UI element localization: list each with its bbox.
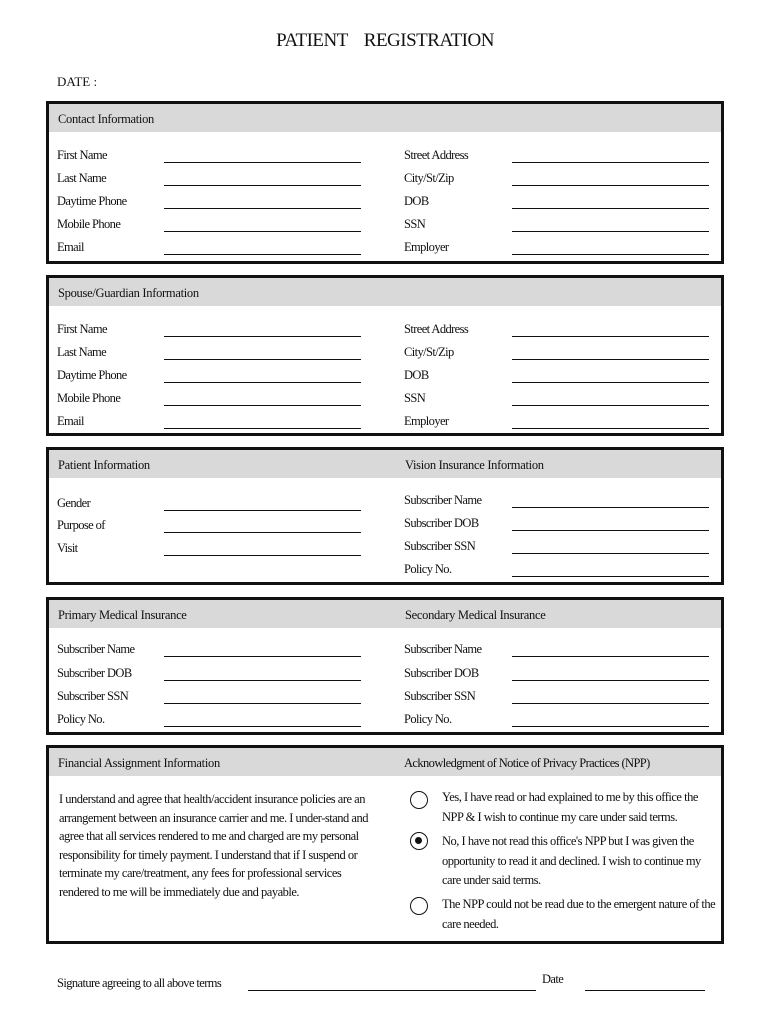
field-label: Subscriber SSN: [57, 689, 129, 703]
field-label: Subscriber DOB: [404, 666, 479, 680]
field-input-line[interactable]: [164, 555, 361, 556]
section-title-left: Financial Assignment Information: [58, 756, 220, 770]
section-title-right: Acknowledgment of Notice of Privacy Practices (NPP): [404, 756, 650, 770]
section-title: Contact Information: [58, 112, 155, 126]
field-input-line[interactable]: [164, 208, 361, 209]
npp-option-radio[interactable]: [410, 791, 428, 809]
field-label: SSN: [404, 391, 426, 405]
field-input-line[interactable]: [512, 656, 709, 657]
field-input-line[interactable]: [164, 405, 361, 406]
field-input-line[interactable]: [164, 726, 361, 727]
section-header: [49, 748, 721, 776]
field-label: Subscriber DOB: [57, 666, 132, 680]
field-label: DOB: [404, 194, 429, 208]
field-label: Mobile Phone: [57, 217, 121, 231]
field-input-line[interactable]: [512, 382, 709, 383]
field-label: Mobile Phone: [57, 391, 121, 405]
contact-information-section: [46, 101, 724, 264]
field-input-line[interactable]: [512, 336, 709, 337]
medical-insurance-section: [46, 597, 724, 735]
field-input-line[interactable]: [164, 336, 361, 337]
field-label: Employer: [404, 414, 449, 428]
field-label: Subscriber SSN: [404, 689, 476, 703]
npp-option-text: Yes, I have read or had explained to me by this office the NPP & I wish to continue my care under said terms.: [442, 790, 698, 824]
field-input-line[interactable]: [164, 254, 361, 255]
field-label: First Name: [57, 322, 107, 336]
field-input-line[interactable]: [512, 507, 709, 508]
field-input-line[interactable]: [512, 208, 709, 209]
field-input-line[interactable]: [164, 510, 361, 511]
patient-vision-section: [46, 447, 724, 585]
page-title: PATIENT REGISTRATION: [276, 30, 494, 51]
field-input-line[interactable]: [512, 553, 709, 554]
field-input-line[interactable]: [512, 359, 709, 360]
field-input-line[interactable]: [164, 428, 361, 429]
field-label: Subscriber Name: [404, 642, 482, 656]
field-label: First Name: [57, 148, 107, 162]
section-title-right: Vision Insurance Information: [405, 458, 544, 472]
field-label: Visit: [57, 541, 78, 555]
section-header: [49, 104, 721, 132]
financial-paragraph: I understand and agree that health/accident insurance policies are an arrangement between an insurance carrier and me. I under-stand and agree that all services rendered to me and charged are my personal responsibility for timely payment. I understand that if I suspend or terminate my care/treatment, any fees for professional services rendered to me will be immediately due and payable.: [59, 792, 368, 899]
npp-option-radio[interactable]: [410, 832, 428, 850]
field-input-line[interactable]: [164, 656, 361, 657]
section-header: [49, 450, 721, 478]
field-input-line[interactable]: [164, 359, 361, 360]
date-label: DATE :: [57, 74, 98, 89]
field-label: Subscriber Name: [57, 642, 135, 656]
field-input-line[interactable]: [164, 231, 361, 232]
field-label: Email: [57, 414, 84, 428]
field-input-line[interactable]: [164, 382, 361, 383]
signature-line[interactable]: [248, 990, 536, 991]
field-input-line[interactable]: [512, 428, 709, 429]
field-input-line[interactable]: [164, 162, 361, 163]
field-label: Subscriber Name: [404, 493, 482, 507]
field-label: Last Name: [57, 345, 107, 359]
section-title-right: Secondary Medical Insurance: [405, 608, 546, 622]
field-label: Subscriber DOB: [404, 516, 479, 530]
field-input-line[interactable]: [512, 576, 709, 577]
npp-option-radio[interactable]: [410, 897, 428, 915]
field-label: City/St/Zip: [404, 345, 454, 359]
field-label: Purpose of: [57, 518, 105, 532]
section-title-left: Primary Medical Insurance: [58, 608, 187, 622]
field-label: SSN: [404, 217, 426, 231]
field-input-line[interactable]: [164, 532, 361, 533]
field-input-line[interactable]: [512, 703, 709, 704]
field-input-line[interactable]: [512, 254, 709, 255]
signature-date-label: Date: [542, 972, 564, 986]
field-label: Last Name: [57, 171, 107, 185]
field-input-line[interactable]: [164, 185, 361, 186]
field-input-line[interactable]: [512, 162, 709, 163]
field-label: Daytime Phone: [57, 368, 127, 382]
section-title-left: Patient Information: [58, 458, 150, 472]
field-label: Email: [57, 240, 84, 254]
field-label: Policy No.: [404, 712, 452, 726]
field-label: Gender: [57, 496, 91, 510]
field-label: City/St/Zip: [404, 171, 454, 185]
section-title: Spouse/Guardian Information: [58, 286, 199, 300]
signature-date-line[interactable]: [585, 990, 705, 991]
financial-npp-section: [46, 745, 724, 944]
field-input-line[interactable]: [512, 726, 709, 727]
field-input-line[interactable]: [512, 231, 709, 232]
field-label: DOB: [404, 368, 429, 382]
field-input-line[interactable]: [164, 703, 361, 704]
field-label: Policy No.: [404, 562, 452, 576]
field-label: Street Address: [404, 322, 469, 336]
field-input-line[interactable]: [164, 680, 361, 681]
section-header: [49, 278, 721, 306]
radio-selected-dot: [415, 837, 422, 844]
field-label: Street Address: [404, 148, 469, 162]
spouse-guardian-section: [46, 275, 724, 436]
field-input-line[interactable]: [512, 405, 709, 406]
field-label: Subscriber SSN: [404, 539, 476, 553]
npp-option-text: The NPP could not be read due to the emergent nature of the care needed.: [442, 897, 716, 931]
field-input-line[interactable]: [512, 530, 709, 531]
field-label: Policy No.: [57, 712, 105, 726]
field-label: Employer: [404, 240, 449, 254]
field-input-line[interactable]: [512, 185, 709, 186]
signature-label: Signature agreeing to all above terms: [57, 976, 222, 990]
section-header: [49, 600, 721, 628]
field-input-line[interactable]: [512, 680, 709, 681]
npp-option-text: No, I have not read this office's NPP but I was given the opportunity to read it and declined. I wish to continue my care under said terms.: [442, 834, 701, 887]
field-label: Daytime Phone: [57, 194, 127, 208]
